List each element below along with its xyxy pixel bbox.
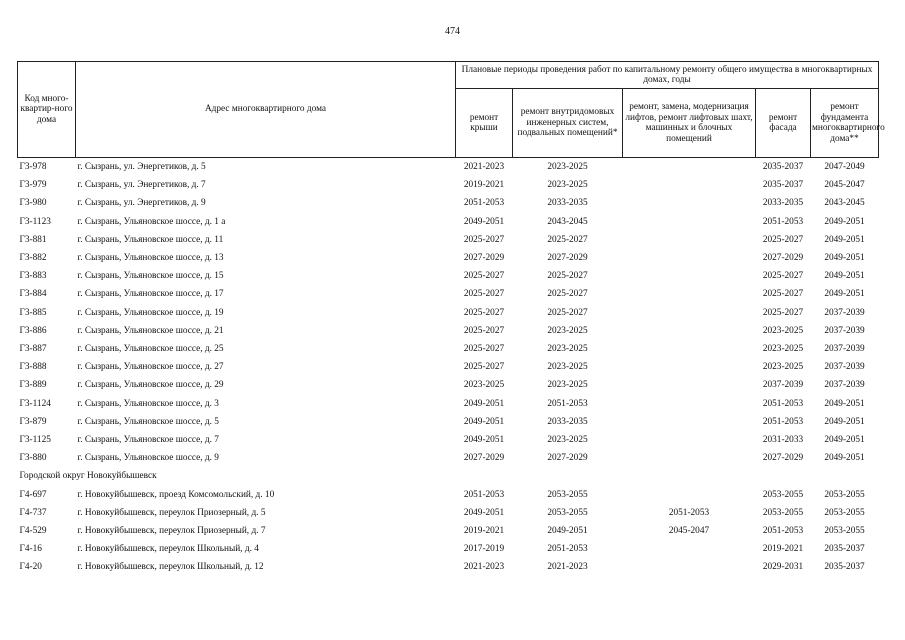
cell-roof: 2049-2051 bbox=[463, 507, 505, 518]
cell-facade: 2025-2027 bbox=[762, 271, 804, 282]
cell-foundation: 2049-2051 bbox=[824, 216, 865, 227]
cell-code: Г3-886 bbox=[19, 325, 47, 336]
cell-facade: 2031-2033 bbox=[762, 435, 804, 446]
cell-code: Г4-697 bbox=[19, 489, 47, 500]
cell-roof: 2025-2027 bbox=[463, 289, 505, 300]
cell-code: Г3-888 bbox=[19, 362, 47, 373]
table-row bbox=[18, 304, 879, 322]
cell-address: г. Сызрань, Ульяновское шоссе, д. 1 а bbox=[77, 216, 226, 227]
cell-lifts: 2045-2047 bbox=[668, 526, 710, 537]
table-row bbox=[18, 504, 879, 522]
header-code: Код много-квартир-ного дома bbox=[18, 62, 76, 158]
cell-engineering: 2025-2027 bbox=[547, 271, 588, 282]
cell-facade: 2025-2027 bbox=[762, 307, 804, 318]
cell-roof: 2051-2053 bbox=[463, 198, 505, 209]
cell-address: г. Сызрань, Ульяновское шоссе, д. 11 bbox=[77, 234, 224, 245]
cell-roof: 2025-2027 bbox=[463, 271, 505, 282]
cell-code: Г3-1124 bbox=[19, 398, 51, 409]
cell-address: г. Новокуйбышевск, переулок Школьный, д. 12 bbox=[77, 562, 264, 573]
cell-code: Г3-885 bbox=[19, 307, 47, 318]
cell-lifts bbox=[623, 322, 756, 340]
cell-roof: 2049-2051 bbox=[463, 398, 505, 409]
cell-code: Г3-883 bbox=[19, 271, 47, 282]
cell-foundation: 2049-2051 bbox=[824, 271, 865, 282]
cell-foundation: 2035-2037 bbox=[824, 544, 865, 555]
cell-facade: 2051-2053 bbox=[762, 216, 804, 227]
table-body-syzran bbox=[18, 158, 879, 468]
cell-address: г. Новокуйбышевск, переулок Приозерный, д. 7 bbox=[77, 526, 266, 537]
cell-engineering: 2023-2025 bbox=[547, 344, 588, 355]
cell-code: Г4-16 bbox=[19, 544, 42, 555]
cell-foundation: 2035-2037 bbox=[824, 562, 865, 573]
cell-facade: 2051-2053 bbox=[762, 416, 804, 427]
cell-foundation: 2053-2055 bbox=[824, 489, 865, 500]
cell-facade: 2053-2055 bbox=[762, 507, 804, 518]
cell-roof: 2025-2027 bbox=[463, 234, 505, 245]
cell-roof: 2021-2023 bbox=[463, 562, 505, 573]
cell-engineering: 2023-2025 bbox=[547, 325, 588, 336]
table-row bbox=[18, 522, 879, 540]
cell-lifts bbox=[623, 431, 756, 449]
cell-engineering: 2023-2025 bbox=[547, 380, 588, 391]
header-roof: ремонт крыши bbox=[456, 89, 513, 158]
cell-roof: 2019-2021 bbox=[463, 526, 505, 537]
cell-lifts bbox=[623, 267, 756, 285]
cell-facade: 2023-2025 bbox=[762, 325, 804, 336]
cell-lifts bbox=[623, 213, 756, 231]
table-row bbox=[18, 267, 879, 285]
header-engineering: ремонт внутридомовых инженерных систем, подвальных помещений* bbox=[513, 89, 623, 158]
table-row bbox=[18, 158, 879, 177]
cell-foundation: 2037-2039 bbox=[824, 344, 865, 355]
cell-foundation: 2049-2051 bbox=[824, 289, 865, 300]
cell-facade: 2051-2053 bbox=[762, 526, 804, 537]
cell-lifts bbox=[623, 449, 756, 467]
cell-address: г. Сызрань, Ульяновское шоссе, д. 19 bbox=[77, 307, 224, 318]
cell-facade: 2025-2027 bbox=[762, 234, 804, 245]
cell-engineering: 2043-2045 bbox=[547, 216, 588, 227]
cell-engineering: 2051-2053 bbox=[547, 544, 588, 555]
cell-roof: 2027-2029 bbox=[463, 253, 505, 264]
cell-facade: 2023-2025 bbox=[762, 344, 804, 355]
cell-facade: 2027-2029 bbox=[762, 453, 804, 464]
header-address: Адрес многоквартирного дома bbox=[76, 62, 456, 158]
cell-foundation: 2037-2039 bbox=[824, 380, 865, 391]
cell-code: Г4-529 bbox=[19, 526, 47, 537]
cell-lifts bbox=[623, 358, 756, 376]
cell-foundation: 2049-2051 bbox=[824, 253, 865, 264]
cell-lifts bbox=[623, 376, 756, 394]
cell-facade: 2029-2031 bbox=[762, 562, 804, 573]
cell-facade: 2051-2053 bbox=[762, 398, 804, 409]
cell-engineering: 2025-2027 bbox=[547, 234, 588, 245]
cell-roof: 2025-2027 bbox=[463, 325, 505, 336]
cell-address: г. Сызрань, Ульяновское шоссе, д. 15 bbox=[77, 271, 224, 282]
cell-foundation: 2049-2051 bbox=[824, 453, 865, 464]
cell-lifts bbox=[623, 413, 756, 431]
cell-roof: 2025-2027 bbox=[463, 344, 505, 355]
cell-code: Г3-879 bbox=[19, 416, 47, 427]
cell-facade: 2025-2027 bbox=[762, 289, 804, 300]
cell-engineering: 2033-2035 bbox=[547, 416, 588, 427]
section-row bbox=[18, 467, 879, 485]
cell-address: г. Сызрань, Ульяновское шоссе, д. 27 bbox=[77, 362, 224, 373]
cell-lifts: 2051-2053 bbox=[668, 507, 710, 518]
cell-foundation: 2037-2039 bbox=[824, 325, 865, 336]
cell-address: г. Сызрань, Ульяновское шоссе, д. 7 bbox=[77, 435, 219, 446]
cell-lifts bbox=[623, 340, 756, 358]
table-row bbox=[18, 413, 879, 431]
cell-lifts bbox=[623, 304, 756, 322]
table-row bbox=[18, 431, 879, 449]
cell-engineering: 2025-2027 bbox=[547, 289, 588, 300]
cell-engineering: 2023-2025 bbox=[547, 435, 588, 446]
cell-lifts bbox=[623, 231, 756, 249]
table-row bbox=[18, 231, 879, 249]
cell-code: Г4-20 bbox=[19, 562, 42, 573]
cell-code: Г3-979 bbox=[19, 180, 47, 191]
cell-facade: 2037-2039 bbox=[762, 380, 804, 391]
cell-lifts bbox=[623, 158, 756, 177]
cell-engineering: 2025-2027 bbox=[547, 307, 588, 318]
cell-lifts bbox=[623, 194, 756, 212]
cell-lifts bbox=[623, 486, 756, 504]
cell-address: г. Сызрань, Ульяновское шоссе, д. 21 bbox=[77, 325, 224, 336]
table-row bbox=[18, 194, 879, 212]
cell-roof: 2017-2019 bbox=[463, 544, 505, 555]
cell-lifts bbox=[623, 395, 756, 413]
table-row bbox=[18, 285, 879, 303]
cell-roof: 2049-2051 bbox=[463, 216, 505, 227]
cell-foundation: 2037-2039 bbox=[824, 362, 865, 373]
cell-engineering: 2049-2051 bbox=[547, 526, 588, 537]
table-row bbox=[18, 322, 879, 340]
page-number: 474 bbox=[445, 26, 460, 37]
cell-foundation: 2043-2045 bbox=[824, 198, 865, 209]
table-row bbox=[18, 558, 879, 576]
cell-engineering: 2023-2025 bbox=[547, 162, 588, 172]
cell-address: г. Сызрань, Ульяновское шоссе, д. 3 bbox=[77, 398, 219, 409]
section-title: Городской округ Новокуйбышевск bbox=[19, 471, 157, 482]
cell-address: г. Новокуйбышевск, проезд Комсомольский, д. 10 bbox=[77, 489, 275, 500]
cell-facade: 2053-2055 bbox=[762, 489, 804, 500]
header-lifts: ремонт, замена, модернизация лифтов, ремонт лифтовых шахт, машинных и блочных помещений bbox=[623, 89, 756, 158]
cell-code: Г3-881 bbox=[19, 234, 47, 245]
cell-code: Г3-889 bbox=[19, 380, 47, 391]
table-row bbox=[18, 176, 879, 194]
cell-roof: 2023-2025 bbox=[463, 380, 505, 391]
cell-foundation: 2053-2055 bbox=[824, 526, 865, 537]
cell-foundation: 2037-2039 bbox=[824, 307, 865, 318]
cell-engineering: 2027-2029 bbox=[547, 453, 588, 464]
cell-foundation: 2045-2047 bbox=[824, 180, 865, 191]
cell-facade: 2035-2037 bbox=[762, 180, 804, 191]
cell-address: г. Сызрань, Ульяновское шоссе, д. 25 bbox=[77, 344, 224, 355]
header-facade: ремонт фасада bbox=[756, 89, 811, 158]
cell-roof: 2049-2051 bbox=[463, 435, 505, 446]
cell-address: г. Сызрань, ул. Энергетиков, д. 9 bbox=[77, 198, 206, 209]
cell-address: г. Сызрань, Ульяновское шоссе, д. 9 bbox=[77, 453, 219, 464]
table-body-novokuibyshevsk bbox=[18, 486, 879, 577]
cell-foundation: 2049-2051 bbox=[824, 398, 865, 409]
cell-facade: 2035-2037 bbox=[762, 162, 804, 172]
cell-facade: 2023-2025 bbox=[762, 362, 804, 373]
header-periods: Плановые периоды проведения работ по капитальному ремонту общего имущества в многоквартирных домах, годы bbox=[456, 62, 879, 89]
cell-engineering: 2053-2055 bbox=[547, 507, 588, 518]
cell-engineering: 2051-2053 bbox=[547, 398, 588, 409]
cell-address: г. Сызрань, ул. Энергетиков, д. 5 bbox=[77, 162, 206, 172]
cell-roof: 2019-2021 bbox=[463, 180, 505, 191]
cell-roof: 2025-2027 bbox=[463, 362, 505, 373]
cell-code: Г3-980 bbox=[19, 198, 47, 209]
cell-address: г. Новокуйбышевск, переулок Школьный, д. 4 bbox=[77, 544, 259, 555]
cell-address: г. Сызрань, Ульяновское шоссе, д. 29 bbox=[77, 380, 224, 391]
cell-code: Г3-1125 bbox=[19, 435, 51, 446]
cell-code: Г3-887 bbox=[19, 344, 47, 355]
cell-address: г. Сызрань, Ульяновское шоссе, д. 17 bbox=[77, 289, 224, 300]
cell-foundation: 2047-2049 bbox=[824, 162, 865, 172]
cell-foundation: 2049-2051 bbox=[824, 416, 865, 427]
table-row bbox=[18, 376, 879, 394]
cell-roof: 2027-2029 bbox=[463, 453, 505, 464]
cell-engineering: 2023-2025 bbox=[547, 362, 588, 373]
cell-code: Г3-880 bbox=[19, 453, 47, 464]
table-row bbox=[18, 249, 879, 267]
cell-lifts bbox=[623, 176, 756, 194]
cell-address: г. Сызрань, Ульяновское шоссе, д. 13 bbox=[77, 253, 224, 264]
cell-code: Г3-1123 bbox=[19, 216, 51, 227]
cell-roof: 2049-2051 bbox=[463, 416, 505, 427]
cell-engineering: 2033-2035 bbox=[547, 198, 588, 209]
cell-roof: 2025-2027 bbox=[463, 307, 505, 318]
table-row bbox=[18, 340, 879, 358]
cell-engineering: 2023-2025 bbox=[547, 180, 588, 191]
table-row bbox=[18, 486, 879, 504]
cell-engineering: 2027-2029 bbox=[547, 253, 588, 264]
cell-facade: 2019-2021 bbox=[762, 544, 804, 555]
cell-lifts bbox=[623, 249, 756, 267]
table-row bbox=[18, 540, 879, 558]
cell-engineering: 2021-2023 bbox=[547, 562, 588, 573]
capital-repair-table bbox=[17, 61, 885, 577]
cell-engineering: 2053-2055 bbox=[547, 489, 588, 500]
cell-address: г. Сызрань, Ульяновское шоссе, д. 5 bbox=[77, 416, 219, 427]
cell-roof: 2051-2053 bbox=[463, 489, 505, 500]
cell-lifts bbox=[623, 540, 756, 558]
cell-facade: 2027-2029 bbox=[762, 253, 804, 264]
cell-foundation: 2049-2051 bbox=[824, 435, 865, 446]
cell-code: Г3-882 bbox=[19, 253, 47, 264]
cell-code: Г3-884 bbox=[19, 289, 47, 300]
header-foundation: ремонт фундамента многоквартирного дома** bbox=[811, 89, 879, 158]
cell-foundation: 2053-2055 bbox=[824, 507, 865, 518]
cell-roof: 2021-2023 bbox=[463, 162, 505, 172]
table-row bbox=[18, 213, 879, 231]
table-row bbox=[18, 449, 879, 467]
cell-address: г. Новокуйбышевск, переулок Приозерный, д. 5 bbox=[77, 507, 266, 518]
cell-facade: 2033-2035 bbox=[762, 198, 804, 209]
cell-code: Г4-737 bbox=[19, 507, 47, 518]
cell-address: г. Сызрань, ул. Энергетиков, д. 7 bbox=[77, 180, 206, 191]
cell-lifts bbox=[623, 285, 756, 303]
cell-code: Г3-978 bbox=[19, 162, 47, 172]
table-row bbox=[18, 395, 879, 413]
cell-foundation: 2049-2051 bbox=[824, 234, 865, 245]
section-row-group bbox=[18, 467, 879, 485]
table-row bbox=[18, 358, 879, 376]
cell-lifts bbox=[623, 558, 756, 576]
